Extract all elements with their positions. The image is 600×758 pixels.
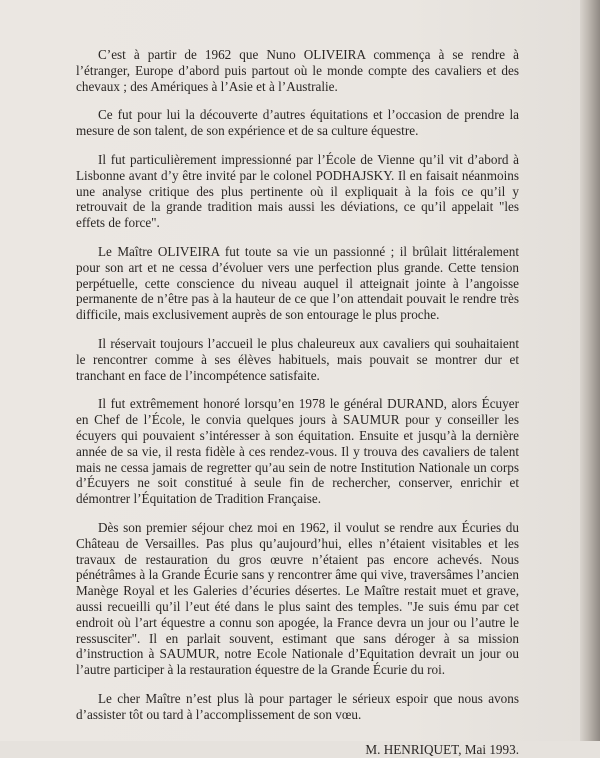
paragraph-7: Dès son premier séjour chez moi en 1962, il voulut se rendre aux Écuries du Château de Versailles. Pas plus qu’aujourd’hui, elles n’étaient visitables et les travaux de restauration du gros œuvre n’étaient pas encore achevés. Nous pénétrâmes à la Grande Écurie sans y rencontrer âme qui vive, traversâmes l’ancien Manège Royal et les Galeries d’écuries désertes. Le Maître restait muet et grave, aussi recueilli qu’il l’eut été dans le plus saint des temples. "Je suis ému par cet endroit où l’art équestre a connu son apogée, la France devra un jour ou l’autre le ressusciter". Il en parlait souvent, estimant que sans déroger à sa mission d’instruction à SAUMUR, notre Ecole Nationale d’Equitation devrait un jour ou l’autre participer à la restauration équestre de la Grande Écurie du roi. — [76, 519, 519, 678]
paragraph-1: C’est à partir de 1962 que Nuno OLIVEIRA commença à se rendre à l’étranger, Europe d’abord puis partout où le monde compte des cavaliers et des chevaux ; des Amériques à l’Asie et à l’Australie. — [76, 47, 519, 94]
book-spine-shadow — [580, 0, 600, 741]
paragraph-4: Le Maître OLIVEIRA fut toute sa vie un passionné ; il brûlait littéralement pour son art et ne cessa d’évoluer vers une perfection plus grande. Cette tension perpétuelle, cette conscience du niveau auquel il atteignait jointe à l’angoisse permanente de n’être pas à la hauteur de ce que l’on attendait pouvait le rendre très difficile, mais exclusivement auprès de son entourage le plus proche. — [76, 243, 519, 323]
body-text — [76, 47, 519, 758]
paragraph-2: Ce fut pour lui la découverte d’autres équitations et l’occasion de prendre la mesure de son talent, de son expérience et de sa culture équestre. — [76, 107, 519, 139]
paragraph-8: Le cher Maître n’est plus là pour partager le sérieux espoir que nous avons d’assister tôt ou tard à l’accomplissement de son vœu. — [76, 690, 519, 722]
paragraph-3: Il fut particulièrement impressionné par l’École de Vienne qu’il vit d’abord à Lisbonne avant d’y être invité par le colonel PODHAJSKY. Il en faisait néanmoins une analyse critique des plus pertinente où il expliquait à la fois ce qu’il y retrouvait de la grande tradition mais aussi les déviations, ce qu’il appelait "les effets de force". — [76, 151, 519, 231]
paragraph-5: Il réservait toujours l’accueil le plus chaleureux aux cavaliers qui souhaitaient le rencontrer comme à ses élèves habituels, mais pouvait se montrer dur et tranchant en face de l’incompétence satisfaite. — [76, 335, 519, 383]
signature: M. HENRIQUET, Mai 1993. — [365, 742, 519, 758]
paragraph-6: Il fut extrêmement honoré lorsqu’en 1978 le général DURAND, alors Écuyer en Chef de l’École, le convia quelques jours à SAUMUR pour y conseiller les écuyers qui pouvaient s’intéresser à son équitation. Ensuite et jusqu’à la dernière année de sa vie, il resta fidèle à ces rendez-vous. Il y trouva des cavaliers de talent mais ne cessa jamais de regretter qu’au sein de notre Institution Nationale un corps d’Écuyers ne soit constitué à seule fin de rechercher, conserver, enrichir et démontrer l’Équitation de Tradition Française. — [76, 396, 519, 507]
